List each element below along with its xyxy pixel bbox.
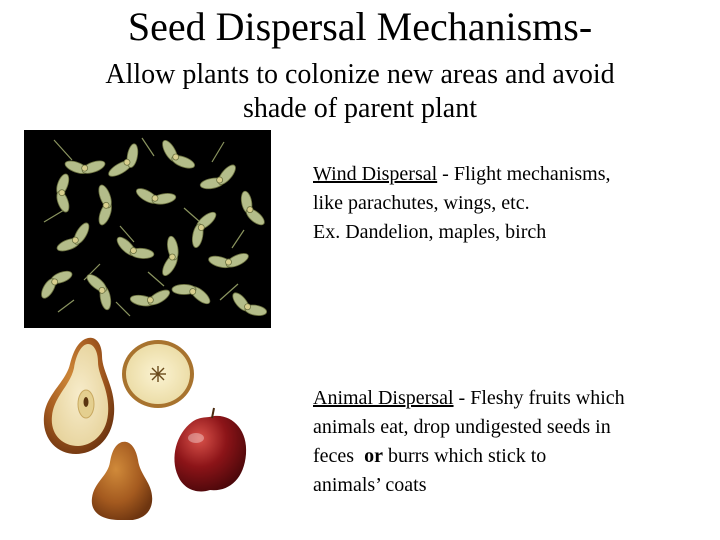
animal-dispersal-heading: Animal Dispersal — [313, 387, 454, 409]
animal-line-3-pre: feces — [313, 445, 365, 467]
animal-dispersal-text — [313, 384, 703, 500]
maple-seeds-photo — [24, 130, 271, 328]
pears-and-apple-photo — [36, 330, 252, 520]
wind-dispersal-text — [313, 160, 693, 247]
animal-line-4: animals’ coats — [313, 474, 427, 496]
wind-line-1-rest: - Flight mechanisms, — [437, 163, 611, 185]
animal-line-3-bold: or — [364, 445, 383, 467]
animal-line-1-rest: - Fleshy fruits which — [453, 387, 625, 409]
subtitle-line-2: shade of parent plant — [242, 93, 478, 124]
wind-line-1 — [313, 160, 693, 189]
animal-line-3 — [313, 442, 703, 471]
wind-line-3: Ex. Dandelion, maples, birch — [313, 221, 547, 243]
animal-line-2: animals eat, drop undigested seeds in — [313, 416, 611, 438]
wind-line-2: like parachutes, wings, etc. — [313, 192, 530, 214]
subtitle-line-1: Allow plants to colonize new areas and avoid — [105, 59, 615, 90]
wind-dispersal-heading: Wind Dispersal — [313, 163, 438, 185]
animal-line-3-post: burrs which stick to — [382, 445, 547, 467]
slide-title: Seed Dispersal Mechanisms- — [127, 4, 593, 49]
slide-subtitle — [40, 58, 680, 126]
animal-line-1 — [313, 384, 703, 413]
